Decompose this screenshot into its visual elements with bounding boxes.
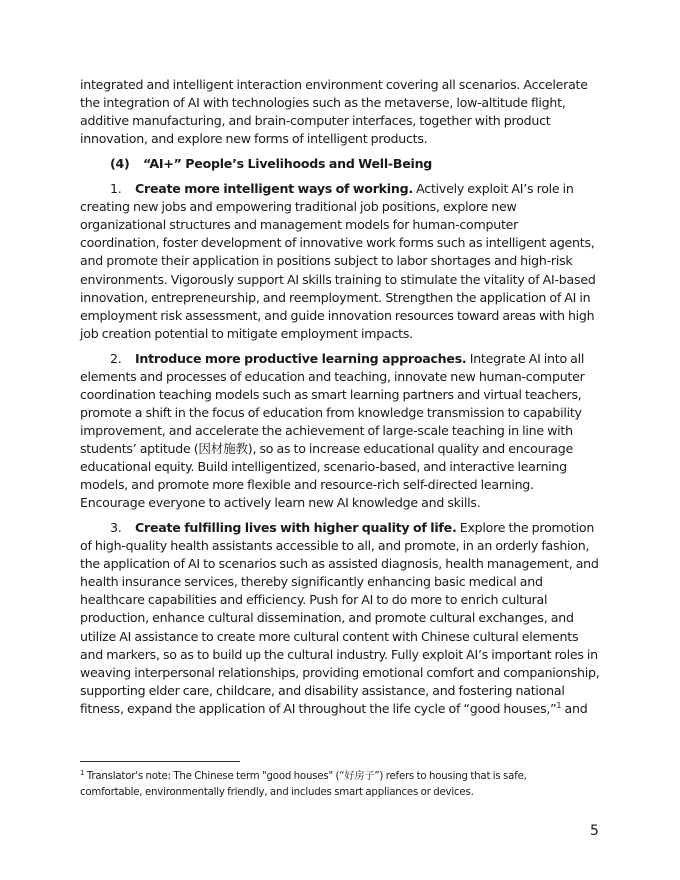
item-number: 1. [110, 181, 122, 197]
intro-paragraph: integrated and intelligent interaction environment covering all scenarios. Accelerate the integration of AI with technologies such as the metaverse, low-altitude flight, additive manufacturing, and brain-computer interfaces, together with product innovation, and explore new forms of intelligent products. [80, 77, 588, 147]
item-body-tail: and [561, 700, 588, 716]
item-number: 3. [110, 519, 122, 535]
section-number: (4) [110, 155, 130, 171]
item-body: Integrate AI into all elements and processes of education and teaching, innovate new human-computer coordination teaching models such as smart learning partners and virtual teachers, promote a shift in the focus of education from knowledge transmission to capability improvement, and accelerate the achievement of large-scale teaching in line with students’ aptitude (因材施教), so as to increase educational quality and encourage educational equity. Build intelligentized, scenario-based, and interactive learning models, and promote more flexible and resource-rich self-directed learning. Encourage everyone to actively learn new AI knowledge and skills. [80, 350, 585, 511]
footnote-reference[interactable]: 1 [556, 700, 562, 710]
list-item-working [80, 180, 600, 343]
footnote-text: Translator's note: The Chinese term "good houses" (“好房子”) refers to housing that is safe, comfortable, environmentally friendly, and includes smart appliances or devices. [80, 771, 527, 798]
list-item-quality-of-life [80, 519, 600, 718]
item-title: Introduce more productive learning approaches. [135, 350, 467, 366]
list-item-learning [80, 350, 600, 513]
document-body [80, 76, 600, 725]
footnote-divider [80, 761, 240, 762]
item-body: Explore the promotion of high-quality health assistants accessible to all, and promote, in an orderly fashion, the application of AI to scenarios such as assisted diagnosis, health management, and health insurance services, thereby significantly enhancing basic medical and healthcare capabilities and efficiency. Push for AI to do more to enrich cultural production, enhance cultural dissemination, and promote cultural exchanges, and utilize AI assistance to create more cultural content with Chinese cultural elements and markers, so as to build up the cultural industry. Fully exploit AI’s important roles in weaving interpersonal relationships, providing emotional comfort and companionship, supporting elder care, childcare, and disability assistance, and fostering national fitness, expand the application of AI throughout the life cycle of “good houses,” [80, 519, 600, 716]
item-number: 2. [110, 350, 122, 366]
item-body: Actively exploit AI’s role in creating new jobs and empowering traditional job positions, explore new organizational structures and management models for human-computer coordination, foster development of innovative work forms such as intelligent agents, and promote their application in positions subject to labor shortages and high-risk environments. Vigorously support AI skills training to stimulate the vitality of AI-based innovation, entrepreneurship, and reemployment. Strengthen the application of AI in employment risk assessment, and guide innovation resources toward areas with high job creation potential to mitigate employment impacts. [80, 181, 596, 341]
item-title: Create more intelligent ways of working. [135, 181, 413, 197]
footnote-marker: 1 [80, 769, 85, 777]
page-number: 5 [590, 823, 599, 839]
section-title: “AI+” People’s Livelihoods and Well-Being [143, 155, 433, 171]
item-title: Create fulfilling lives with higher quality of life. [135, 519, 457, 535]
footnote [80, 769, 580, 800]
section-heading [110, 155, 600, 173]
